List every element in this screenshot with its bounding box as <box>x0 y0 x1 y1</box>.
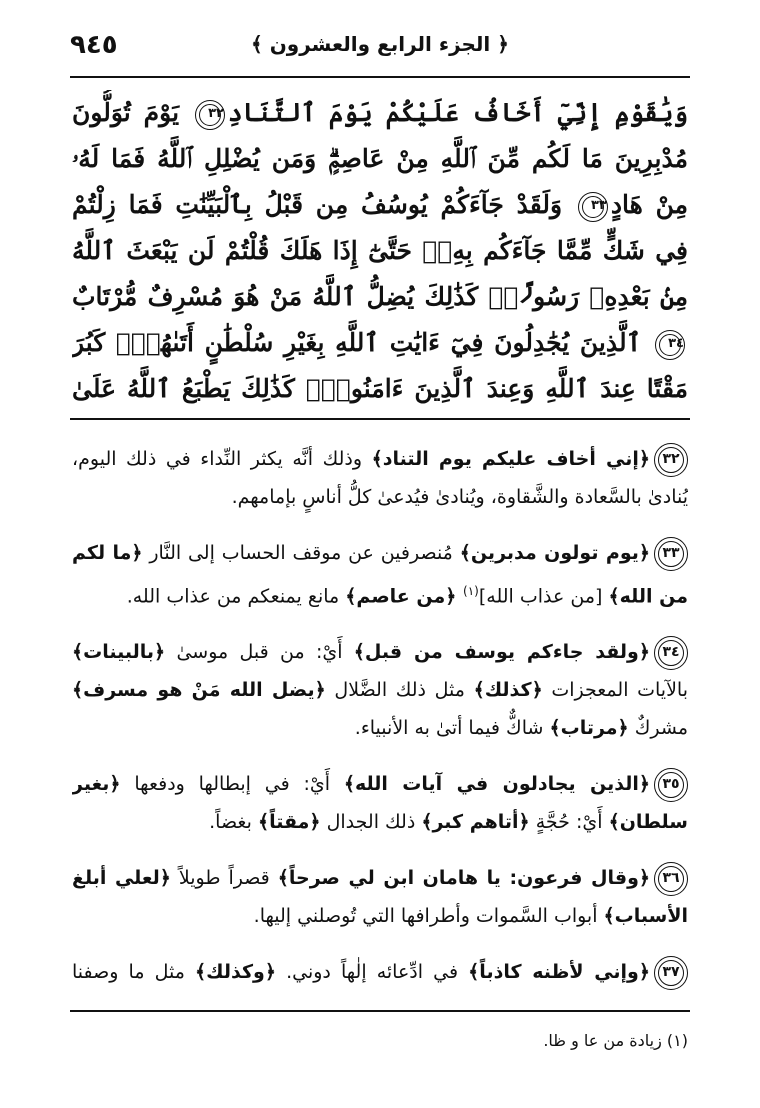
commentary-text: مشركٌ <box>628 717 688 740</box>
quoted-verse-phrase: ﴿يوم تولون مدبرين﴾ <box>459 542 650 564</box>
commentary-text: قصراً طويلاً <box>170 867 278 890</box>
commentary-text: ذلك الجدال <box>320 811 422 834</box>
quoted-verse-phrase: ﴿الذين يجادلون في آيات الله﴾ <box>343 773 650 796</box>
quoted-verse-phrase: ﴿كذلك﴾ <box>473 679 543 702</box>
tafsir-entry <box>72 953 688 1000</box>
quran-verse: يَوْمَ تُوَلُّونَ مُدْبِرِينَ مَا لَكُم مِّنَ ٱللَّهِ مِنْ عَاصِمٍۗ وَمَن يُضْلِلِ ٱللَّهُ فَمَا لَهُۥ مِنْ هَادٍ <box>72 98 688 219</box>
verse-number-badge: ٣٧ <box>654 956 688 990</box>
quran-verse: ٱلَّذِينَ يُجَٰدِلُونَ فِيٓ ءَايَٰتِ ٱللَّهِ بِغَيْرِ سُلْطَٰنٍ أَتَىٰهُمْۖ كَبُرَ مَقْتًا عِندَ ٱللَّهِ وَعِندَ ٱلَّذِينَ ءَامَنُواْۚ كَذَٰلِكَ يَطْبَعُ ٱللَّهُ عَلَىٰ <box>72 328 688 403</box>
quoted-verse-phrase: ﴿وكذلك﴾ <box>195 961 276 984</box>
quran-text-block <box>72 90 688 410</box>
quoted-verse-phrase: ﴿مرتاب﴾ <box>549 717 629 740</box>
footnote-divider <box>70 1010 690 1012</box>
page-header <box>70 22 690 72</box>
running-title: ﴿ الجزء الرابع والعشرون ﴾ <box>251 32 509 56</box>
quoted-verse-phrase <box>642 999 688 1000</box>
verse-number-badge: ٣٣ <box>654 537 688 571</box>
commentary-text: أبواب السَّموات وأطرافها التي تُوصلني إليها. <box>253 905 604 928</box>
tafsir-entry <box>72 633 688 747</box>
commentary-text: شاكٌّ فيما أتىٰ به الأنبياء. <box>354 717 550 740</box>
page-number: ٩٤٥ <box>70 30 118 60</box>
tafsir-entry <box>72 440 688 516</box>
commentary-text: وذلك أنَّه يكثر النِّداء في ذلك اليوم، يُنادىٰ بالسَّعادة والشَّقاوة، ويُنادىٰ فيُدعىٰ كلُّ أناسٍ بإمامهم. <box>72 448 688 508</box>
verse-number-badge: ٣٢ <box>654 443 688 477</box>
quoted-verse-phrase: ﴿من عاصم﴾ <box>345 585 464 608</box>
ayah-number-marker: ٣٤ <box>655 330 685 360</box>
footnote-reference: (١) <box>463 584 479 598</box>
section-divider <box>70 418 690 420</box>
commentary-text: أَيْ: من قبل موسىٰ <box>165 641 354 664</box>
ayah-number-marker: ٣٢ <box>195 100 225 130</box>
verse-number-badge: ٣٥ <box>654 768 688 802</box>
quoted-verse-phrase: ﴿أتاهم كبر﴾ <box>421 811 530 834</box>
quran-verse: وَيَٰقَوْمِ إِنِّيٓ أَخَافُ عَلَيْكُمْ يَوْمَ ٱلتَّنَادِ <box>227 98 688 127</box>
commentary-text: أَيْ: حُجَّةٍ <box>529 811 609 834</box>
quoted-verse-phrase: ﴿وإني لأظنه كاذباً﴾ <box>468 961 651 984</box>
footnote <box>72 1026 688 1056</box>
verse-number-badge: ٣٦ <box>654 862 688 896</box>
commentary-text: مثل ما وصفنا <box>72 961 196 984</box>
ayah-number-marker: ٣٣ <box>578 192 608 222</box>
quoted-verse-phrase: ﴿يضل الله مَنْ هو مسرف﴾ <box>72 679 326 702</box>
quoted-verse-phrase: ﴿بالبينات﴾ <box>72 641 166 664</box>
quoted-verse-phrase: ﴿بغير سلطان﴾ <box>72 773 688 834</box>
footnote-text: (١) زيادة من عا و ظا. <box>543 1031 688 1050</box>
header-divider <box>70 76 690 78</box>
commentary-text: مُنصرفين عن موقف الحساب إلى النَّار <box>142 542 460 564</box>
quran-verse: وَلَقَدْ جَآءَكُمْ يُوسُفُ مِن قَبْلُ بِٱلْبَيِّنَٰتِ فَمَا زِلْتُمْ فِي شَكٍّ مِّمَّا جَآءَكُم بِهِۦۖ حَتَّىٰٓ إِذَا هَلَكَ قُلْتُمْ لَن يَبْعَثَ ٱللَّهُ مِنۢ بَعْدِهِۦ رَسُولًاۚ كَذَٰلِكَ يُضِلُّ ٱللَّهُ مَنْ هُوَ مُسْرِفٌ مُّرْتَابٌ <box>72 190 688 311</box>
tafsir-entry <box>72 765 688 841</box>
commentary-text: أَيْ: في إبطالها ودفعها <box>120 773 344 796</box>
quoted-verse-phrase: ﴿إني أخاف عليكم يوم التناد﴾ <box>371 448 650 470</box>
commentary-text: بغضاً. <box>209 811 258 834</box>
quoted-verse-phrase: ﴿وقال فرعون: يا هامان ابن لي صرحاً﴾ <box>277 867 651 890</box>
tafsir-entry <box>72 534 688 615</box>
commentary-text: [من عذاب الله] <box>478 585 609 608</box>
commentary-text: في ادِّعائه إلٰهاً دوني. <box>275 961 469 984</box>
quoted-verse-phrase: ﴿مقتاً﴾ <box>257 811 321 834</box>
quoted-verse-phrase: ﴿ولقد جاءكم يوسف من قبل﴾ <box>353 641 650 664</box>
commentary-text: بالآيات المعجزات <box>542 679 688 702</box>
quoted-verse-phrase: ﴿ما لكم من الله﴾ <box>72 542 688 608</box>
tafsir-entry <box>72 859 688 935</box>
commentary-text: مانع يمنعكم من عذاب الله. <box>126 585 346 608</box>
verse-number-badge: ٣٤ <box>654 636 688 670</box>
quoted-verse-phrase: ﴿لعلي أبلغ الأسباب﴾ <box>72 867 688 928</box>
commentary-text: مثل ذلك الضَّلال <box>325 679 474 702</box>
tafsir-commentary <box>72 440 688 1000</box>
